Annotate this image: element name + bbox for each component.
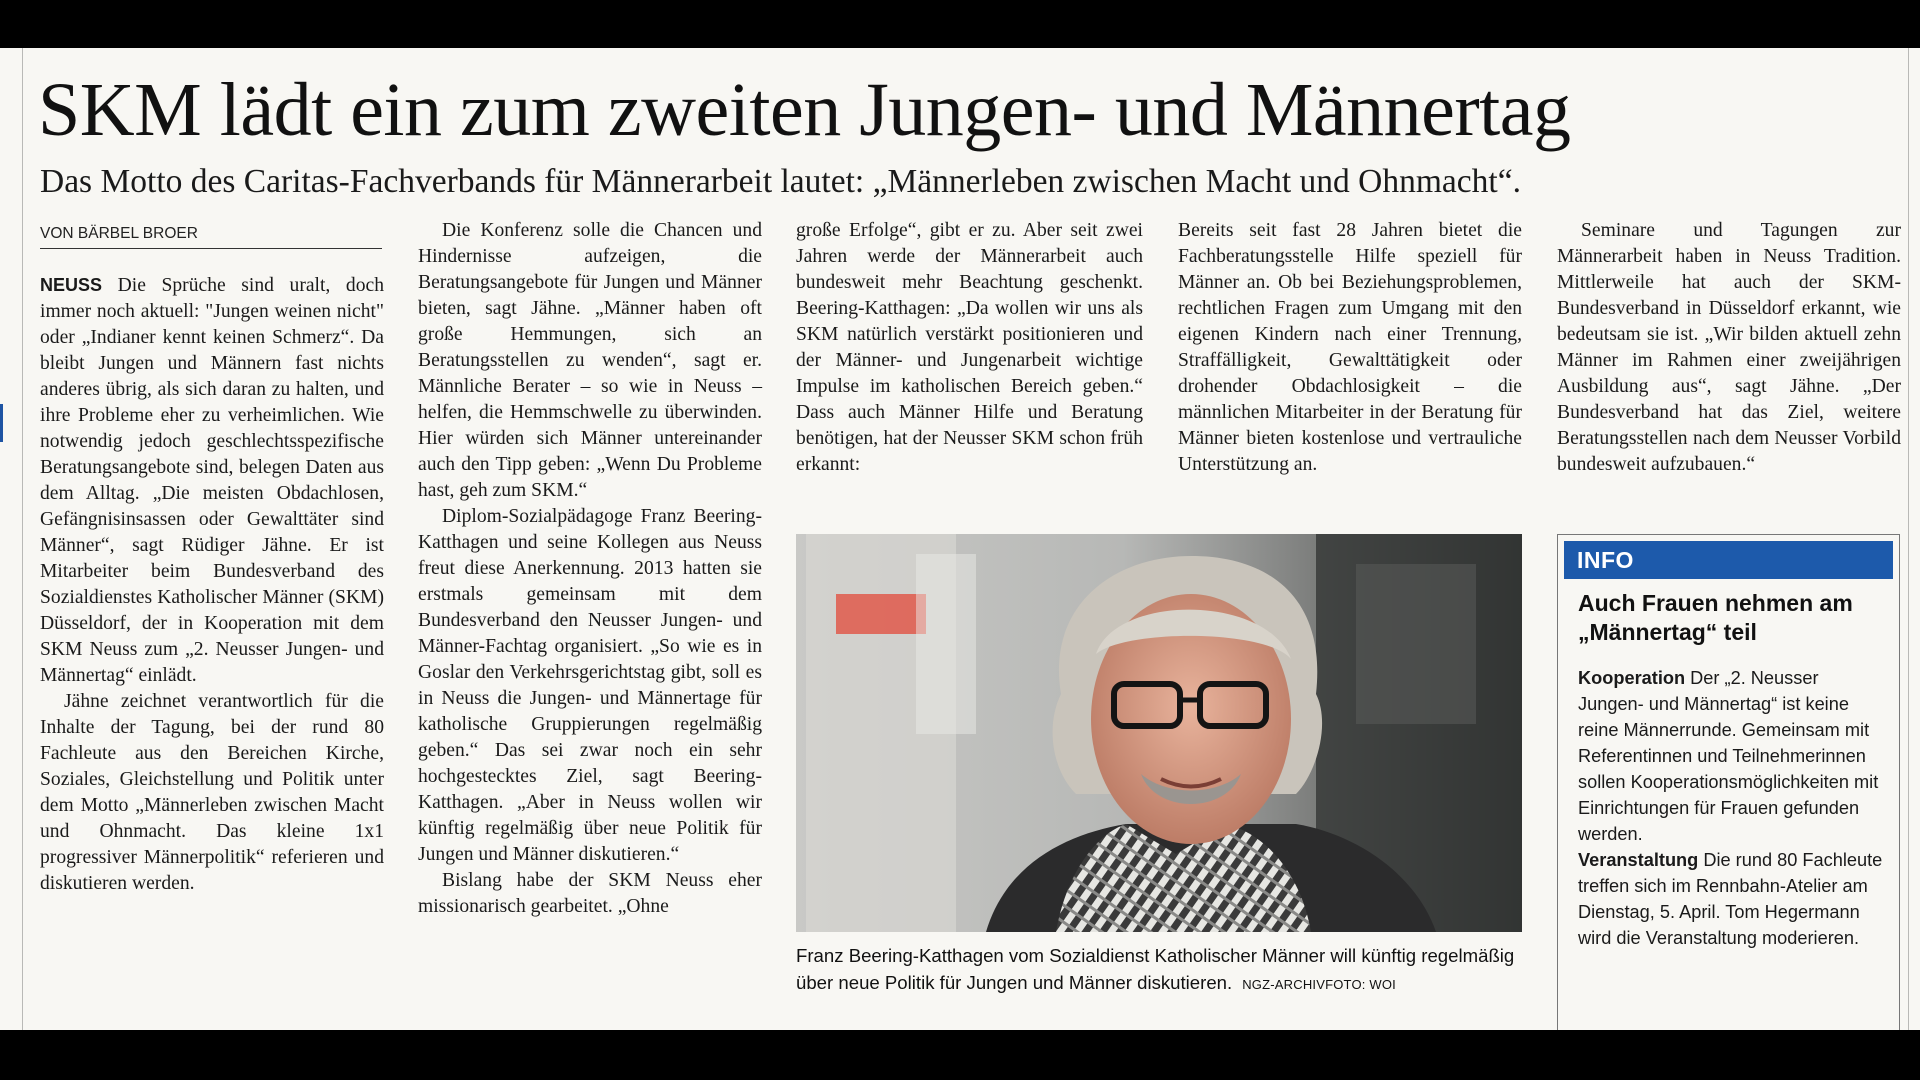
info-item-text: Die rund 80 Fachleute treffen sich im Rennbahn-Atelier am Dienstag, 5. April. Tom Hegermann wird die Veranstaltung moderieren. [1578, 850, 1883, 948]
portrait-photo [796, 534, 1522, 932]
paragraph: große Erfolge“, gibt er zu. Aber seit zwei Jahren werde der Männerarbeit auch bundesweit mehr Beachtung geschenkt. Beering-Katthagen: „Da wollen wir uns als SKM natürlich verstärkt positionieren und der Männer- und Jungenarbeit wichtige Impulse im katholischen Bereich geben.“ Dass auch Männer Hilfe und Beratung benötigen, hat der Neusser SKM schon früh erkannt: [796, 220, 1143, 475]
paragraph: Die Konferenz solle die Chancen und Hindernisse aufzeigen, die Beratungsangebote für Jungen und Männer bieten, sagt Jähne. „Männer haben oft große Hemmungen, sich an Beratungsstellen zu wenden“, sagt er. Männliche Berater – so wie in Neuss – helfen, die Hemmschwelle zu überwinden. Hier würden sich Männer untereinander auch den Tipp geben: „Wenn Du Probleme hast, geh zum SKM.“ [418, 220, 762, 501]
dateline: NEUSS [40, 275, 103, 295]
paragraph-text: Die Sprüche sind uralt, doch immer noch aktuell: "Jungen weinen nicht" oder „Indianer kennt keinen Schmerz“. Da bleibt Jungen und Männern fast nichts anderes übrig, als sich daran zu halten, und ihre Probleme eher zu verheimlichen. Wie notwendig jedoch geschlechtsspezifische Beratungsangebote sind, belegen Daten aus dem Alltag. „Die meisten Obdachlosen, Gefängnisinsassen oder Gewalttäter sind Männer“, sagt Rüdiger Jähne. Er ist Mitarbeiter beim Bundesverband des Sozialdienstes Katholischer Männer (SKM) Düsseldorf, der in Kooperation mit dem SKM Neuss zum „2. Neusser Jungen- und Männertag“ einlädt. [40, 275, 384, 686]
info-item-lead: Veranstaltung [1578, 850, 1699, 870]
margin-marker [0, 404, 3, 442]
info-item [1578, 665, 1886, 847]
info-tag: INFO [1564, 541, 1893, 579]
right-column-rule [1908, 48, 1909, 1030]
article-headline: SKM lädt ein zum zweiten Jungen- und Männertag [38, 68, 1571, 152]
text-column-1 [40, 272, 384, 897]
paragraph: Bereits seit fast 28 Jahren bietet die Fachberatungsstelle Hilfe speziell für Männer an. Ob bei Beziehungsproblemen, rechtlichen Fragen zum Umgang mit den eigenen Kindern nach einer Trennung, Straffälligkeit, Gewalttätigkeit oder drohender Obdachlosigkeit – die männlichen Mitarbeiter in der Beratung für Männer bieten kostenlose und vertrauliche Unterstützung an. [1178, 220, 1522, 475]
text-column-5 [1557, 218, 1901, 478]
text-column-3 [796, 218, 1143, 478]
info-item-lead: Kooperation [1578, 668, 1686, 688]
article-subheadline: Das Motto des Caritas-Fachverbands für Männerarbeit lautet: „Männerleben zwischen Macht und Ohnmacht“. [40, 163, 1521, 200]
info-title: Auch Frauen nehmen am „Männertag“ teil [1578, 590, 1853, 645]
info-item [1578, 847, 1886, 951]
paragraph: Diplom-Sozialpädagoge Franz Beering-Katthagen und seine Kollegen aus Neuss freut diese Anerkennung. 2013 hatten sie erstmals gemeinsam mit dem Bundesverband den Neusser Jungen- und Männer-Fachtag organisiert. „So wie es in Goslar den Verkehrsgerichtstag gibt, soll es in Neuss die Jungen- und Männertage für katholische Gruppierungen regelmäßig geben.“ Das sei zwar noch ein sehr hochgestecktes Ziel, sagt Beering-Katthagen. „Aber in Neuss wollen wir künftig regelmäßig über neue Politik für Jungen und Männer diskutieren.“ [418, 506, 762, 865]
caption-text: Franz Beering-Katthagen vom Sozialdienst Katholischer Männer will künftig regelmäßig über neue Politik für Jungen und Männer diskutieren. [796, 945, 1515, 993]
info-item-text: Der „2. Neusser Jungen- und Männertag“ ist keine reine Männerrunde. Gemeinsam mit Referentinnen und Teilnehmerinnen sollen Kooperationsmöglichkeiten mit Einrichtungen für Frauen gefunden werden. [1578, 668, 1879, 844]
text-column-2 [418, 218, 762, 920]
newspaper-clipping [0, 48, 1920, 1030]
photo-credit: NGZ-ARCHIVFOTO: WOI [1242, 977, 1396, 992]
photo-caption [796, 942, 1522, 998]
paragraph [40, 272, 384, 689]
paragraph: Jähne zeichnet verantwortlich für die Inhalte der Tagung, bei der rund 80 Fachleute aus den Bereichen Kirche, Soziales, Gleichstellung und Politik unter dem Motto „Männerleben zwischen Macht und Ohnmacht. Das kleine 1x1 progressiver Männerpolitik“ referieren und diskutieren werden. [40, 691, 384, 894]
paragraph: Seminare und Tagungen zur Männerarbeit haben in Neuss Tradition. Mittlerweile hat auch der SKM-Bundesverband in Düsseldorf erkannt, wie bedeutsam sie ist. „Wir bilden aktuell zehn Männer im Rahmen einer zweijährigen Ausbildung aus“, sagt Jähne. „Der Bundesverband hat das Ziel, weitere Beratungsstellen nach dem Neusser Vorbild bundesweit aufzubauen.“ [1557, 220, 1901, 475]
byline: VON BÄRBEL BROER [40, 224, 382, 249]
info-box [1557, 534, 1900, 1030]
info-body [1578, 665, 1886, 951]
paragraph: Bislang habe der SKM Neuss eher missionarisch gearbeitet. „Ohne [418, 870, 762, 917]
left-column-rule [22, 48, 23, 1030]
text-column-4 [1178, 218, 1522, 478]
